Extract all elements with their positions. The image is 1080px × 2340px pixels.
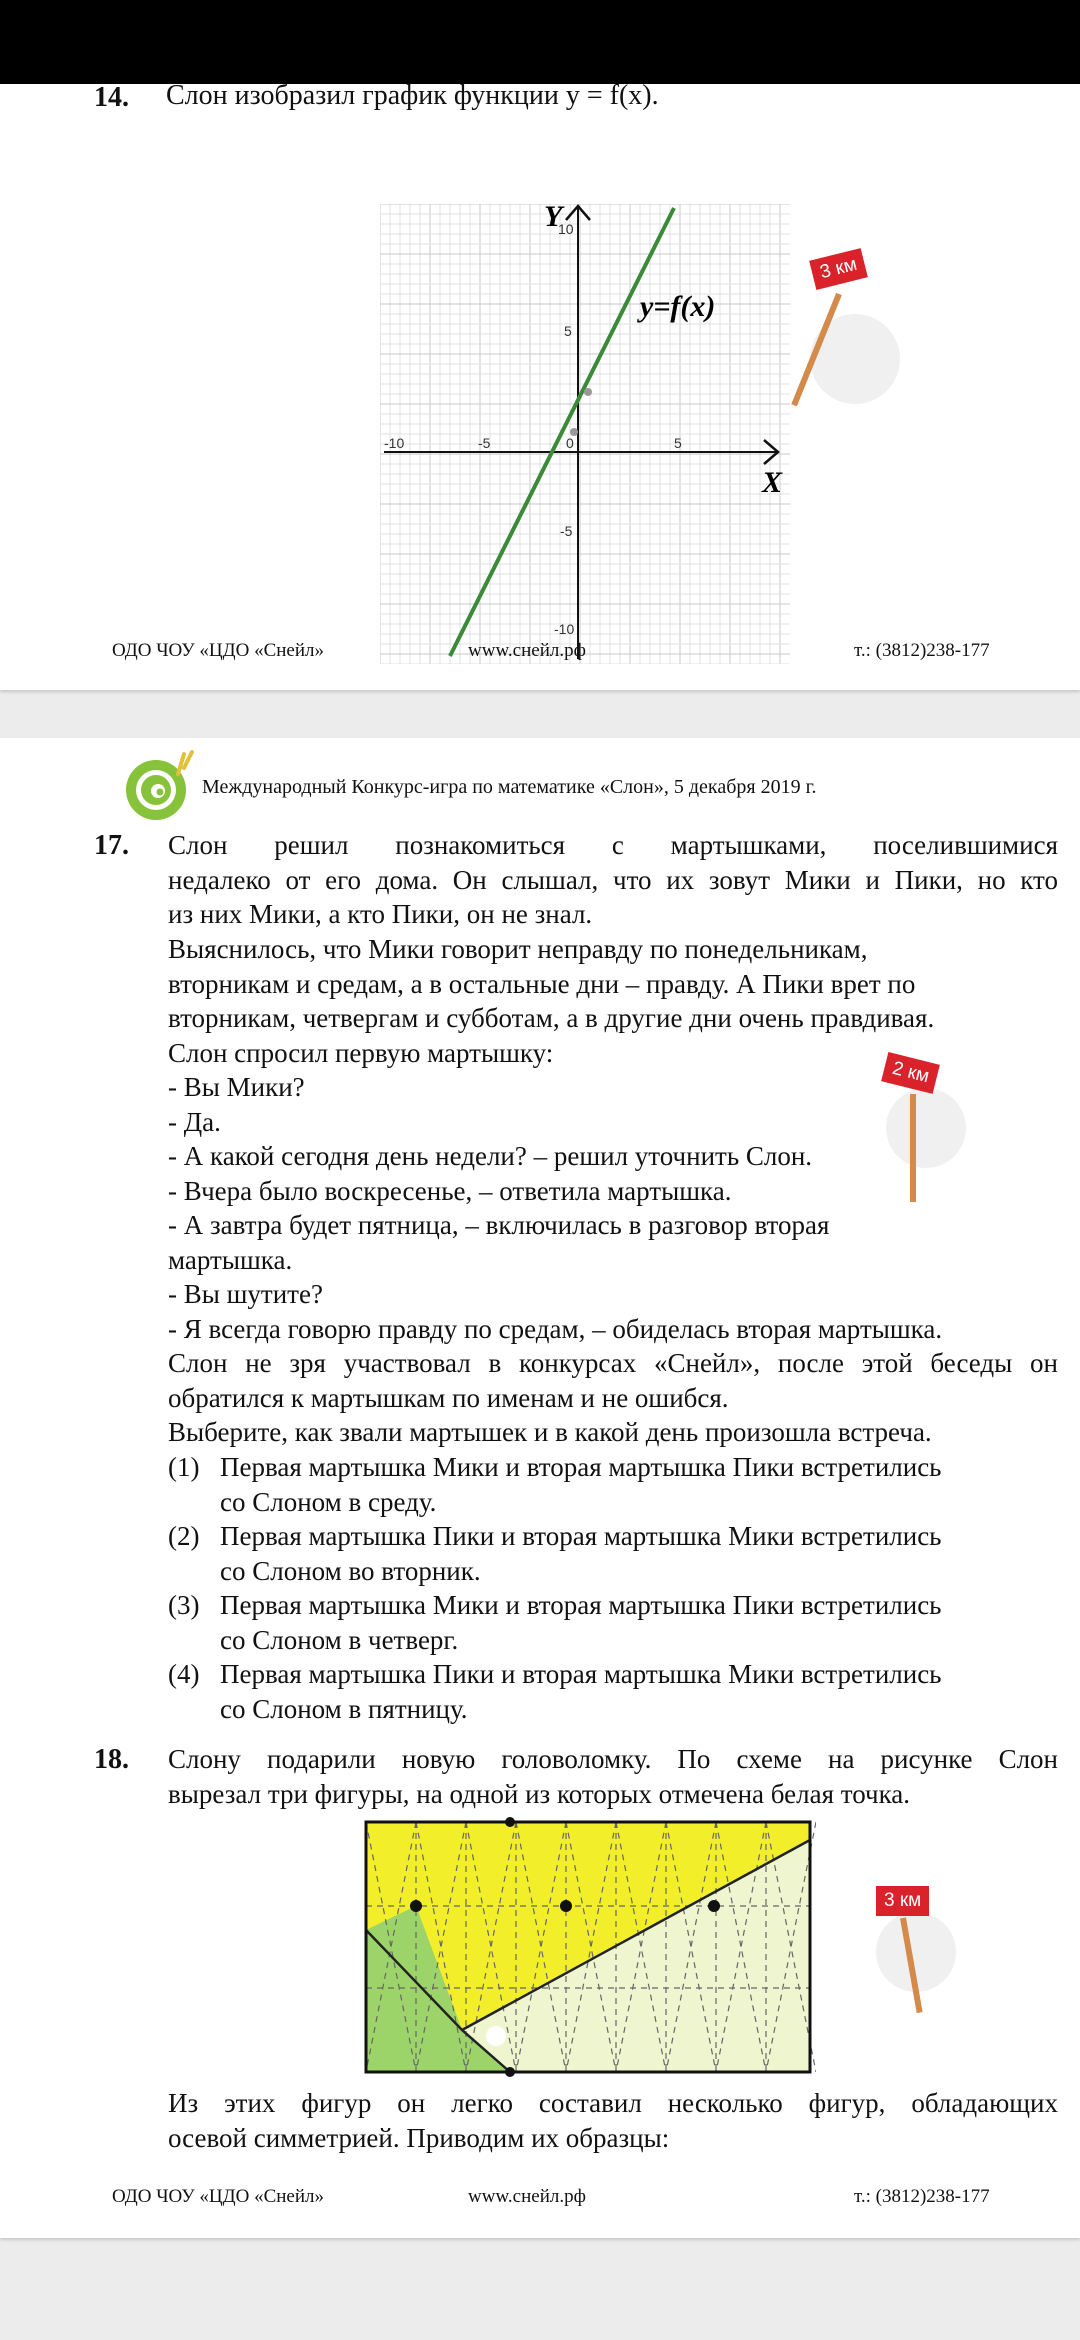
problem-17-intro: Слон решил познакомиться с мартышками, поселившимися недалеко от его дома. Он слышал, что их зовут Мики и Пики, но кто из них Мики, а кто Пики, он не знал. [168, 830, 1058, 929]
status-bar [0, 0, 1080, 84]
distance-sign-label: 2 км [881, 1052, 940, 1094]
problem-17-number: 17. [94, 830, 129, 861]
y-tick-label: 10 [558, 221, 574, 237]
graph-grid [380, 204, 790, 664]
y-tick-label: -10 [554, 621, 575, 637]
x-tick-label: 5 [674, 435, 682, 451]
answer-option-1[interactable]: (1) Первая мартышка Мики и вторая мартышка Пики встретились со Слоном в среду. [168, 1452, 942, 1517]
x-tick-label: -10 [384, 435, 405, 451]
problem-18-after: Из этих фигур он легко составил несколько фигур, обладающих осевой симметрией. Приводим их образцы: [168, 2088, 1058, 2153]
footer-phone: т.: (3812)238-177 [854, 640, 990, 661]
distance-sign [870, 1886, 980, 2056]
document-page-1 [0, 80, 1080, 690]
problem-18-intro: Слону подарили новую головоломку. По схеме на рисунке Слон вырезал три фигуры, на одной из которых отмечена белая точка. [168, 1744, 1058, 1809]
problem-14-text: Слон изобразил график функции y = f(x). [166, 80, 659, 111]
problem-17-conclusion: Слон не зря участвовал в конкурсах «Снейл», после этой беседы он обратился к мартышкам по именам и не ошибся. [168, 1348, 1058, 1413]
x-tick-label: 0 [566, 435, 574, 451]
grid-node [505, 2067, 515, 2077]
problem-18-number: 18. [94, 1744, 129, 1775]
footer-phone: т.: (3812)238-177 [854, 2186, 990, 2207]
grid-node [708, 1900, 720, 1912]
x-tick-label: -5 [478, 435, 491, 451]
distance-sign [800, 254, 910, 454]
y-axis-label: Y [544, 204, 563, 233]
puzzle-figure [360, 1816, 816, 2078]
problem-17-body: Выяснилось, что Мики говорит неправду по понедельникам, вторникам и средам, а в остальные дни – правду. А Пики врет по вторникам, четвергам и субботам, а в другие дни очень правдивая. Слон спросил первую мартышку: - Вы Мики? - Да. - А какой сегодня день недели? – решил уточнить Слон. - Вчера было воскресенье, – ответила мартышка. - А завтра будет пятница, – включилась в разговор вторая мартышка. - Вы шутите? - Я всегда говорю правду по средам, – обиделась вторая мартышка. [168, 934, 943, 1344]
footer-org: ОДО ЧОУ «ЦДО «Снейл» [112, 2186, 324, 2207]
distance-sign [880, 1058, 990, 1238]
function-label: y=f(x) [640, 290, 716, 323]
y-tick-label: -5 [560, 523, 573, 539]
x-axis-label: X [762, 466, 783, 499]
distance-sign-label: 3 км [876, 1886, 929, 1916]
answer-option-4[interactable]: (4) Первая мартышка Пики и вторая мартышка Мики встретились со Слоном в пятницу. [168, 1659, 942, 1724]
grid-node [410, 1900, 422, 1912]
grid-node [505, 1817, 515, 1827]
answer-option-2[interactable]: (2) Первая мартышка Пики и вторая мартышка Мики встретились со Слоном во вторник. [168, 1521, 942, 1586]
point-marker [584, 388, 592, 396]
footer-site[interactable]: www.снейл.рф [468, 2186, 586, 2207]
answer-option-3[interactable]: (3) Первая мартышка Мики и вторая мартышка Пики встретились со Слоном в четверг. [168, 1590, 942, 1655]
y-tick-label: 5 [564, 323, 572, 339]
snail-logo [120, 744, 200, 824]
contest-header: Международный Конкурс-игра по математике «Слон», 5 декабря 2019 г. [202, 776, 817, 798]
point-marker [570, 428, 578, 436]
problem-14-number: 14. [94, 82, 129, 113]
function-graph [380, 204, 790, 664]
problem-17-question: Выберите, как звали мартышек и в какой день произошла встреча. [168, 1417, 932, 1447]
white-dot-marker [486, 2026, 506, 2046]
grid-node [560, 1900, 572, 1912]
footer-org: ОДО ЧОУ «ЦДО «Снейл» [112, 640, 324, 661]
footer-site[interactable]: www.снейл.рф [468, 640, 586, 661]
distance-sign-label: 3 км [809, 248, 868, 290]
